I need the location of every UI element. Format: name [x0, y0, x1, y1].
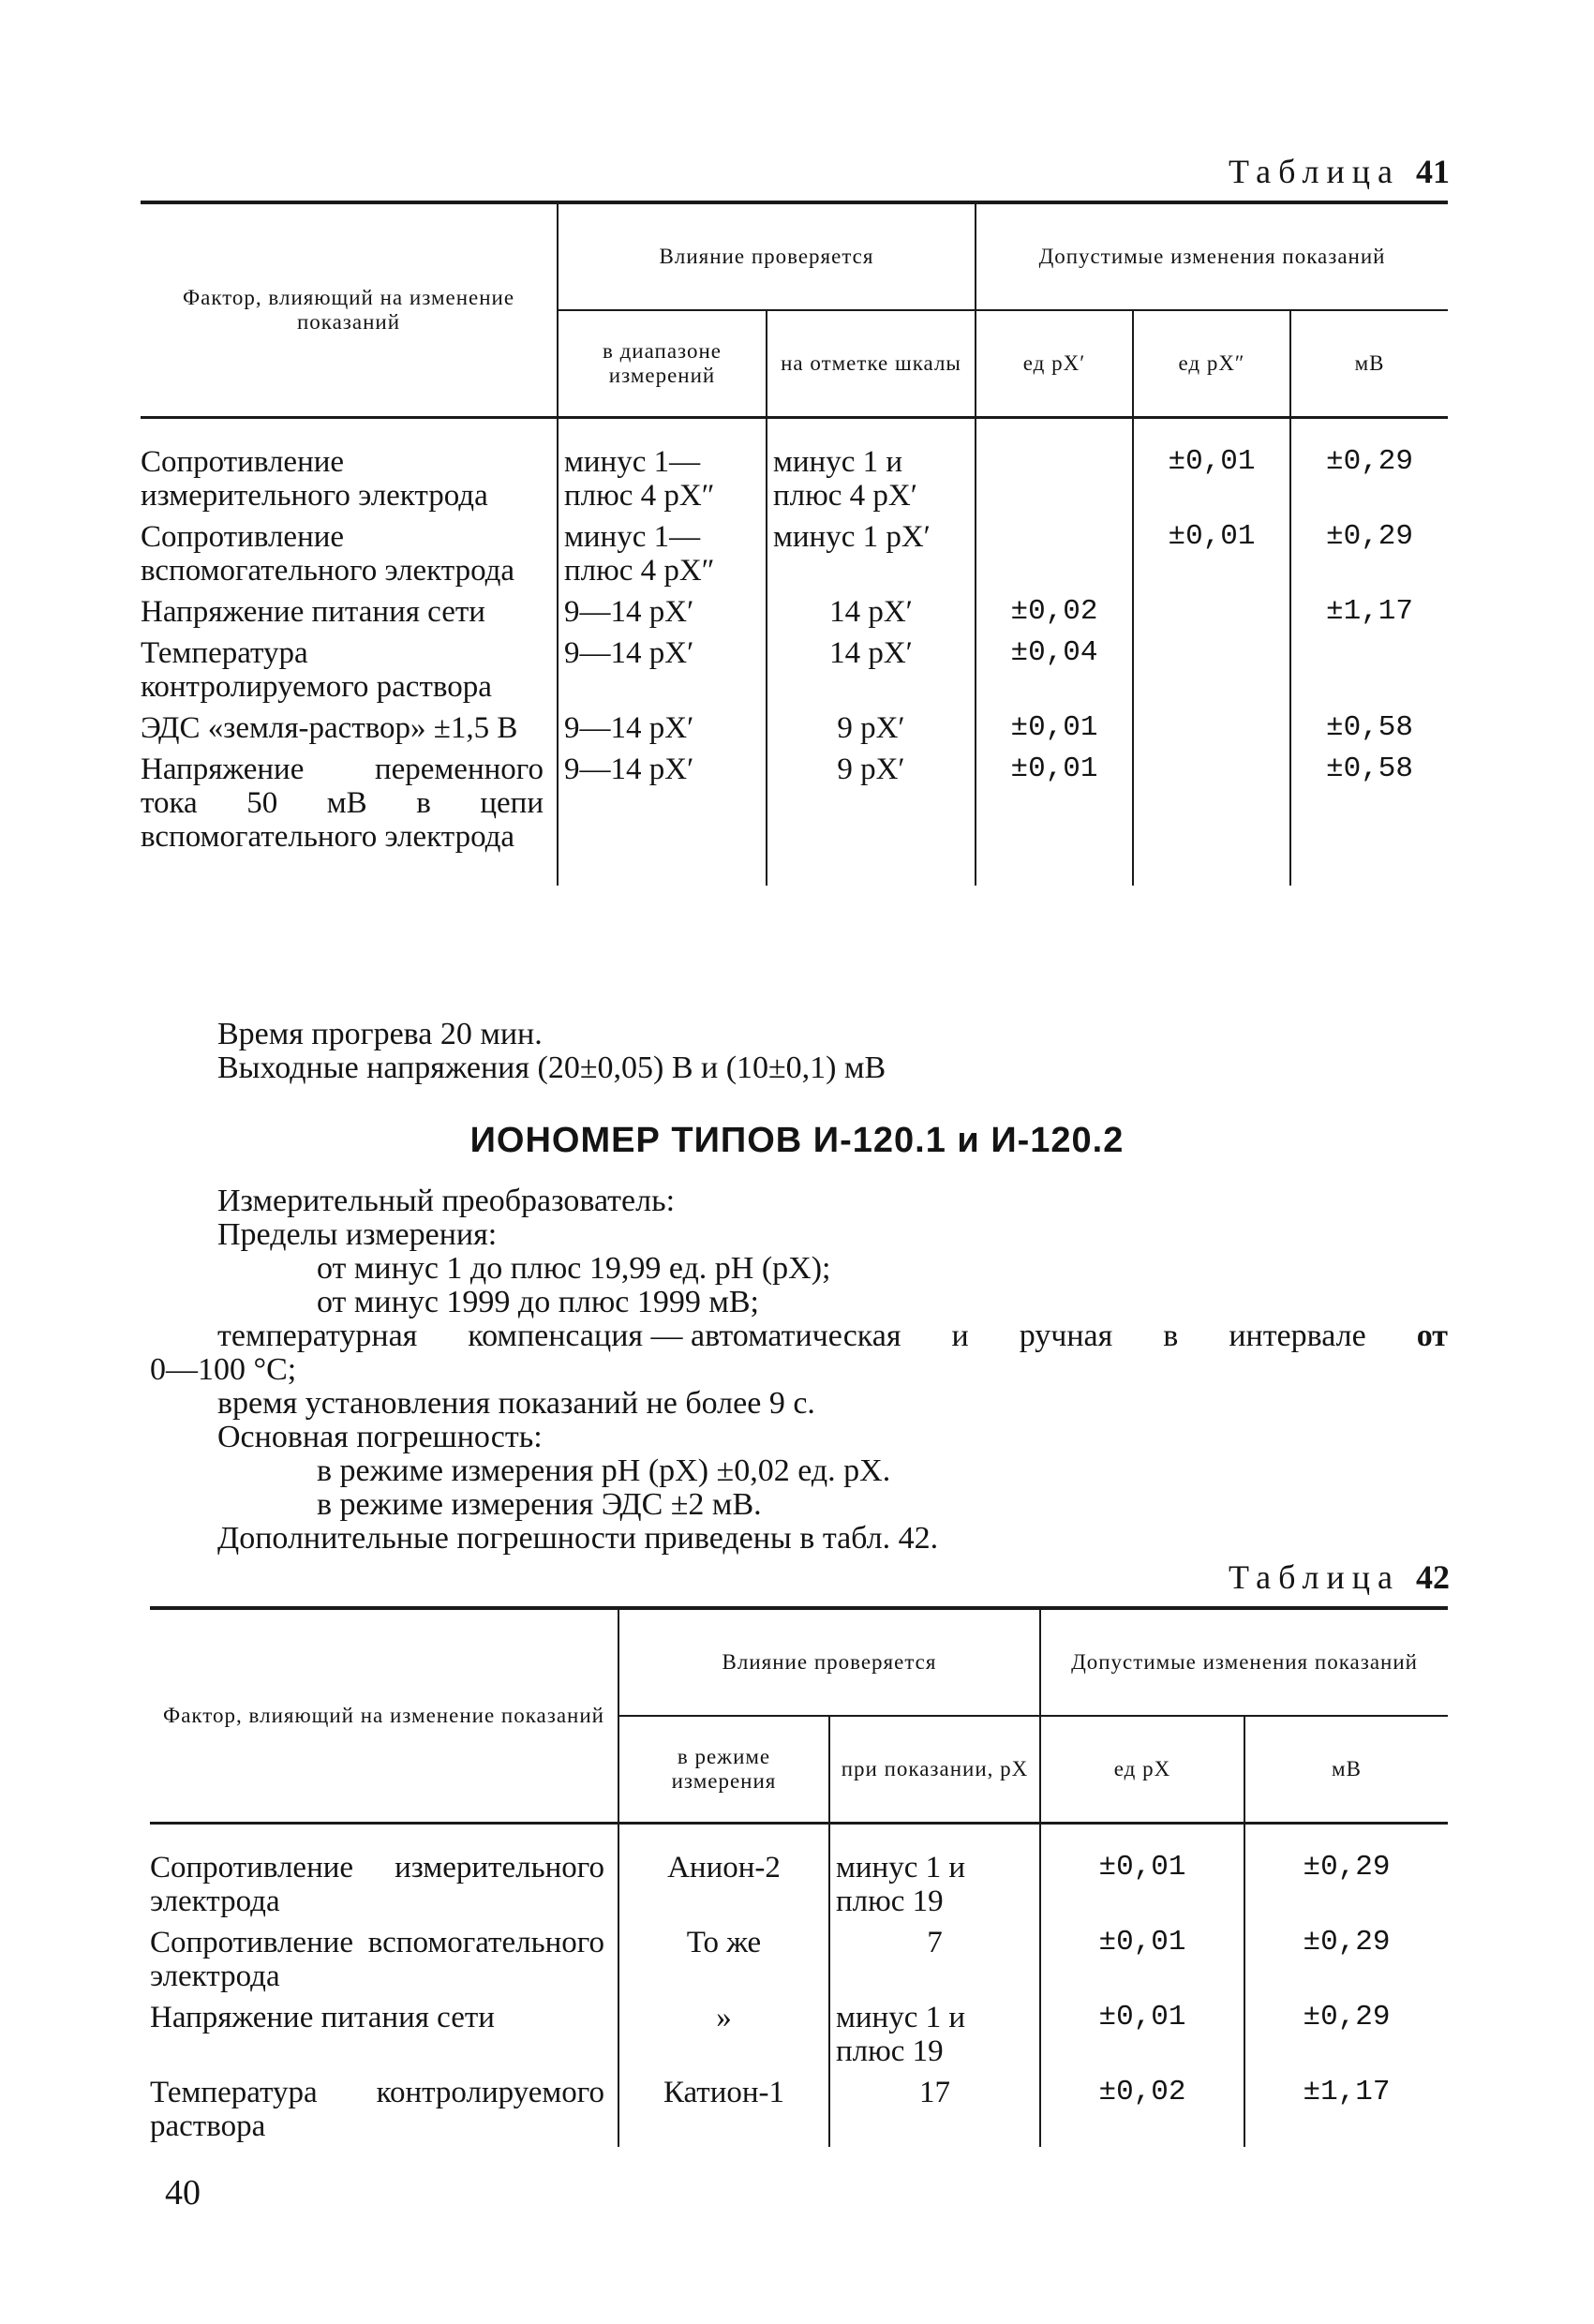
table41-cell-v1: ±0,01	[976, 749, 1133, 857]
table41-cell-range: 9—14 pX′	[558, 633, 767, 708]
table42-header-unit2: мВ	[1244, 1716, 1448, 1824]
table42-caption-number: 42	[1416, 1558, 1450, 1596]
table-row	[141, 441, 1448, 516]
table-row	[141, 591, 1448, 633]
note-warmup: Время прогрева 20 мин.	[217, 1017, 543, 1051]
table-row	[150, 2072, 1448, 2147]
table41-cell-v1: ±0,01	[976, 708, 1133, 749]
word: температурная	[217, 1318, 418, 1353]
table42-header-factor: Фактор, влияющий на изменение показаний	[150, 1608, 618, 1824]
table-row	[150, 1847, 1448, 1922]
table42-cell-factor: Сопротивление вспомогательного электрода	[150, 1926, 604, 1993]
word: и	[951, 1318, 969, 1353]
word: от	[1416, 1318, 1448, 1353]
section-heading: ИОНОМЕР ТИПОВ И-120.1 и И-120.2	[469, 1121, 1125, 1160]
table41-header-unit3: мВ	[1290, 310, 1448, 418]
table41-cell-range: 9—14 pX′	[558, 708, 767, 749]
body-line: Дополнительные погрешности приведены в табл. 42.	[217, 1521, 939, 1556]
table41-cell-factor: ЭДС «земля-раствор» ±1,5 В	[141, 711, 518, 745]
table42-cell-v2: ±0,29	[1244, 1997, 1448, 2072]
table41-header-checked: Влияние проверяется	[558, 202, 976, 310]
page-number: 40	[165, 2173, 201, 2212]
table41-cell-factor: Напряжение переменного тока 50 мВ в цепи вспомогательного электрода	[141, 752, 544, 854]
table41-header-mark: на отметке шкалы	[767, 310, 976, 418]
table41-header-allowed: Допустимые изменения показаний	[976, 202, 1448, 310]
table41-caption	[1229, 152, 1450, 191]
table42-cell-factor: Напряжение питания сети	[150, 2001, 495, 2034]
body-line: Основная погрешность:	[217, 1420, 543, 1454]
body-line: время установления показаний не более 9 с.	[217, 1386, 815, 1421]
table42-header-unit1: ед pX	[1040, 1716, 1244, 1824]
body-line: от минус 1999 до плюс 1999 мВ;	[317, 1285, 759, 1319]
table42-caption-word: Таблица	[1229, 1558, 1400, 1596]
table41-cell-mark: минус 1 pX′	[767, 516, 976, 591]
body-text	[150, 1184, 1448, 1556]
table41-cell-v3: ±0,58	[1290, 749, 1448, 857]
table-row	[141, 708, 1448, 749]
table41-cell-v2	[1133, 633, 1290, 708]
table42-cell-mode: »	[618, 1997, 829, 2072]
table41-caption-number: 41	[1416, 153, 1450, 190]
body-line: Пределы измерения:	[217, 1217, 498, 1252]
table41-cell-mark: минус 1 и плюс 4 pX′	[767, 441, 976, 516]
note-output-voltage: Выходные напряжения (20±0,05) В и (10±0,1) мВ	[217, 1050, 886, 1085]
table-41	[141, 201, 1448, 886]
table42-cell-v1: ±0,01	[1040, 1997, 1244, 2072]
table41-cell-mark: 14 pX′	[767, 591, 976, 633]
word: интервале	[1229, 1318, 1366, 1353]
table42-cell-factor: Температура контролируемого раствора	[150, 2076, 604, 2143]
table41-cell-v2: ±0,01	[1133, 441, 1290, 516]
table42-cell-v1: ±0,01	[1040, 1922, 1244, 1997]
table42-cell-mode: То же	[618, 1922, 829, 1997]
table41-cell-v3: ±0,58	[1290, 708, 1448, 749]
table-row	[150, 1997, 1448, 2072]
table41-cell-range: 9—14 pX′	[558, 749, 767, 857]
body-line: Измерительный преобразователь:	[217, 1184, 676, 1218]
table41-cell-range: минус 1—плюс 4 pX″	[558, 441, 767, 516]
table41-cell-v2: ±0,01	[1133, 516, 1290, 591]
table41-cell-v3	[1290, 633, 1448, 708]
table42-caption	[1229, 1557, 1450, 1597]
body-line-justified	[217, 1319, 1448, 1353]
table41-cell-v1: ±0,04	[976, 633, 1133, 708]
table42-header-allowed: Допустимые изменения показаний	[1040, 1608, 1448, 1716]
table41-cell-factor: Напряжение питания сети	[141, 595, 485, 629]
table-42	[150, 1606, 1448, 2147]
table41-cell-v1: ±0,02	[976, 591, 1133, 633]
table42-cell-mode: Катион-1	[618, 2072, 829, 2147]
table42-cell-at: 7	[829, 1922, 1040, 1997]
table41-cell-v2	[1133, 708, 1290, 749]
table-row	[141, 633, 1448, 708]
table41-cell-v3: ±1,17	[1290, 591, 1448, 633]
table41-cell-mark: 9 pX′	[767, 749, 976, 857]
table42-cell-v1: ±0,01	[1040, 1847, 1244, 1922]
table42-header-mode: в режиме измерения	[618, 1716, 829, 1824]
table41-notes	[217, 1018, 1448, 1085]
table-row	[141, 516, 1448, 591]
table42-cell-at: минус 1 и плюс 19	[829, 1847, 1040, 1922]
table42-cell-factor: Сопротивление измерительного электрода	[150, 1851, 604, 1918]
table42-header-checked: Влияние проверяется	[618, 1608, 1040, 1716]
table41-cell-v1	[976, 516, 1133, 591]
table41-header-factor: Фактор, влияющий на изменение показаний	[141, 202, 558, 418]
word: компенсация — автоматическая	[468, 1318, 901, 1353]
body-line: от минус 1 до плюс 19,99 ед. pH (pX);	[317, 1251, 831, 1286]
table41-header-range: в диапазоне измерений	[558, 310, 767, 418]
table41-cell-v2	[1133, 749, 1290, 857]
table41-cell-mark: 9 pX′	[767, 708, 976, 749]
table42-header-at: при показании, pX	[829, 1716, 1040, 1824]
table41-header-unit1: ед pX′	[976, 310, 1133, 418]
table41-cell-v1	[976, 441, 1133, 516]
table42-cell-at: 17	[829, 2072, 1040, 2147]
table41-header-unit2: ед pX″	[1133, 310, 1290, 418]
table41-cell-factor: Температура контролируемого раствора	[141, 636, 492, 704]
table41-cell-range: минус 1—плюс 4 pX″	[558, 516, 767, 591]
table42-cell-v2: ±1,17	[1244, 2072, 1448, 2147]
table41-cell-range: 9—14 pX′	[558, 591, 767, 633]
table-row	[150, 1922, 1448, 1997]
word: в	[1163, 1318, 1179, 1353]
body-line: в режиме измерения pH (pX) ±0,02 ед. pX.	[317, 1453, 891, 1488]
table42-cell-v1: ±0,02	[1040, 2072, 1244, 2147]
table41-cell-v3: ±0,29	[1290, 516, 1448, 591]
table42-cell-at: минус 1 и плюс 19	[829, 1997, 1040, 2072]
table41-caption-word: Таблица	[1229, 153, 1400, 190]
word: ручная	[1019, 1318, 1113, 1353]
table41-cell-v2	[1133, 591, 1290, 633]
table41-cell-v3: ±0,29	[1290, 441, 1448, 516]
table42-cell-v2: ±0,29	[1244, 1922, 1448, 1997]
table42-cell-v2: ±0,29	[1244, 1847, 1448, 1922]
body-line: в режиме измерения ЭДС ±2 мВ.	[317, 1487, 762, 1522]
table41-cell-factor: Сопротивление измерительного электрода	[141, 445, 488, 513]
table41-cell-factor: Сопротивление вспомогательного электрода	[141, 520, 515, 588]
body-line: 0—100 °С;	[150, 1352, 297, 1387]
table42-cell-mode: Анион-2	[618, 1847, 829, 1922]
table41-cell-mark: 14 pX′	[767, 633, 976, 708]
table-row	[141, 749, 1448, 857]
